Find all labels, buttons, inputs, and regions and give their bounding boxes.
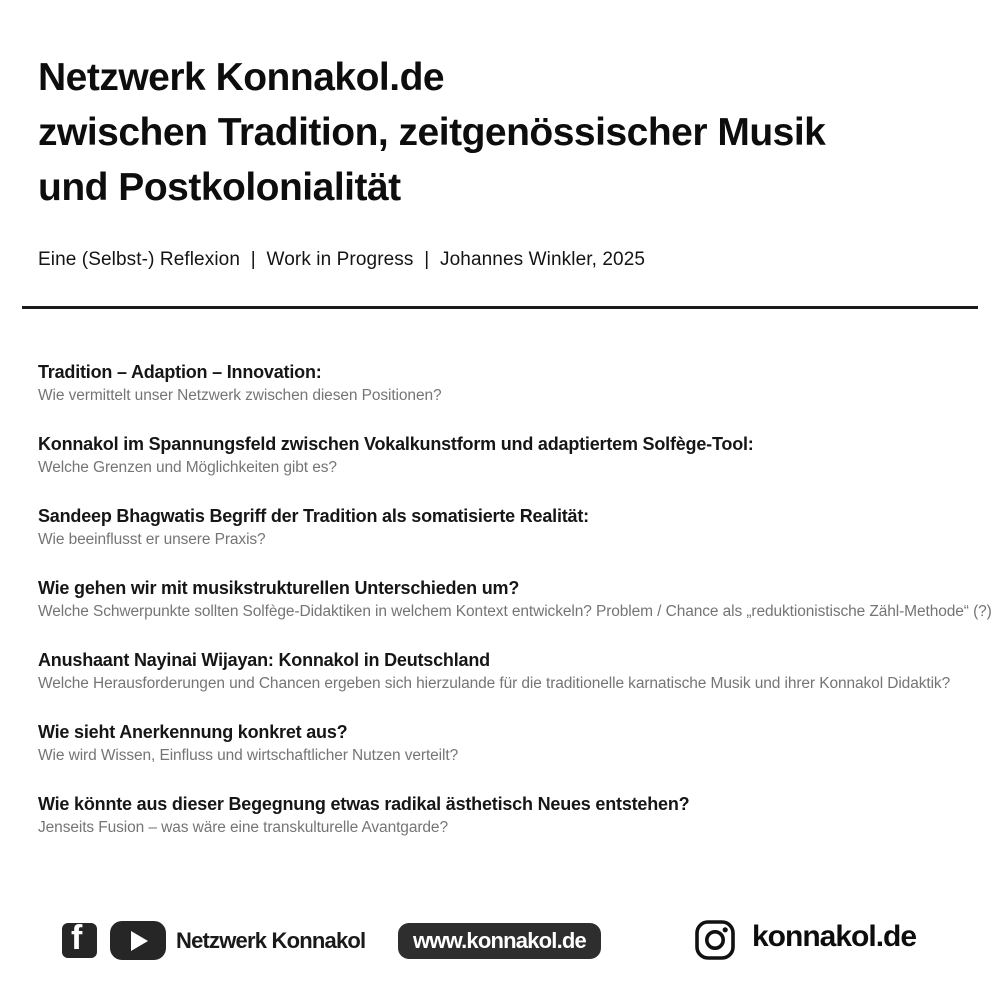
social-channel-label: Netzwerk Konnakol — [176, 928, 366, 953]
section-heading: Wie könnte aus dieser Begegnung etwas radikal ästhetisch Neues entstehen? — [38, 794, 690, 814]
section-heading: Sandeep Bhagwatis Begriff der Tradition als somatisierte Realität: — [38, 506, 589, 526]
page-title — [38, 50, 970, 215]
instagram-handle: konnakol.de — [752, 920, 917, 953]
section-question: Welche Schwerpunkte sollten Solfège-Didaktiken in welchem Kontext entwickeln? Problem / Chance als „reduktionistische Zähl-Methode“ (?) — [38, 603, 992, 620]
play-triangle-icon — [131, 931, 148, 951]
section-question: Jenseits Fusion – was wäre eine transkulturelle Avantgarde? — [38, 819, 448, 836]
section-heading: Tradition – Adaption – Innovation: — [38, 362, 322, 382]
section-heading: Konnakol im Spannungsfeld zwischen Vokalkunstform und adaptiertem Solfège-Tool: — [38, 434, 754, 454]
instagram-glyph — [694, 919, 736, 961]
facebook-icon[interactable] — [62, 923, 97, 958]
section-tradition-adaption-innovation — [38, 360, 982, 407]
title-line-1: Netzwerk Konnakol.de — [38, 56, 445, 99]
section-musikstrukturelle-unterschiede — [38, 576, 992, 623]
section-heading: Wie gehen wir mit musikstrukturellen Unterschieden um? — [38, 578, 520, 598]
website-pill-button[interactable] — [398, 923, 601, 959]
section-bhagwati-tradition — [38, 504, 982, 551]
section-question: Wie wird Wissen, Einfluss und wirtschaftlicher Nutzen verteilt? — [38, 747, 459, 764]
section-konnakol-spannungsfeld — [38, 432, 982, 479]
website-url-label: www.konnakol.de — [413, 928, 586, 953]
footer — [0, 915, 1000, 985]
section-question: Wie beeinflusst er unsere Praxis? — [38, 531, 266, 548]
section-konnakol-in-deutschland — [38, 648, 982, 695]
youtube-icon[interactable] — [110, 921, 166, 960]
section-question: Welche Grenzen und Möglichkeiten gibt es? — [38, 459, 337, 476]
section-heading: Wie sieht Anerkennung konkret aus? — [38, 722, 348, 742]
section-question: Welche Herausforderungen und Chancen ergeben sich hierzulande für die traditionelle karnatische Musik und ihrer Konnakol Didaktik? — [38, 675, 951, 692]
section-radikal-neues — [38, 792, 982, 839]
section-question: Wie vermittelt unser Netzwerk zwischen diesen Positionen? — [38, 387, 442, 404]
section-anerkennung — [38, 720, 982, 767]
title-line-3: und Postkolonialität — [38, 166, 401, 209]
subtitle: Eine (Selbst-) Reflexion | Work in Progress | Johannes Winkler, 2025 — [38, 249, 646, 270]
section-heading: Anushaant Nayinai Wijayan: Konnakol in Deutschland — [38, 650, 490, 670]
facebook-f-glyph: f — [71, 923, 83, 957]
question-list — [38, 360, 992, 864]
horizontal-divider — [22, 306, 978, 309]
title-line-2: zwischen Tradition, zeitgenössischer Musik — [38, 111, 826, 154]
instagram-icon[interactable] — [694, 919, 736, 961]
